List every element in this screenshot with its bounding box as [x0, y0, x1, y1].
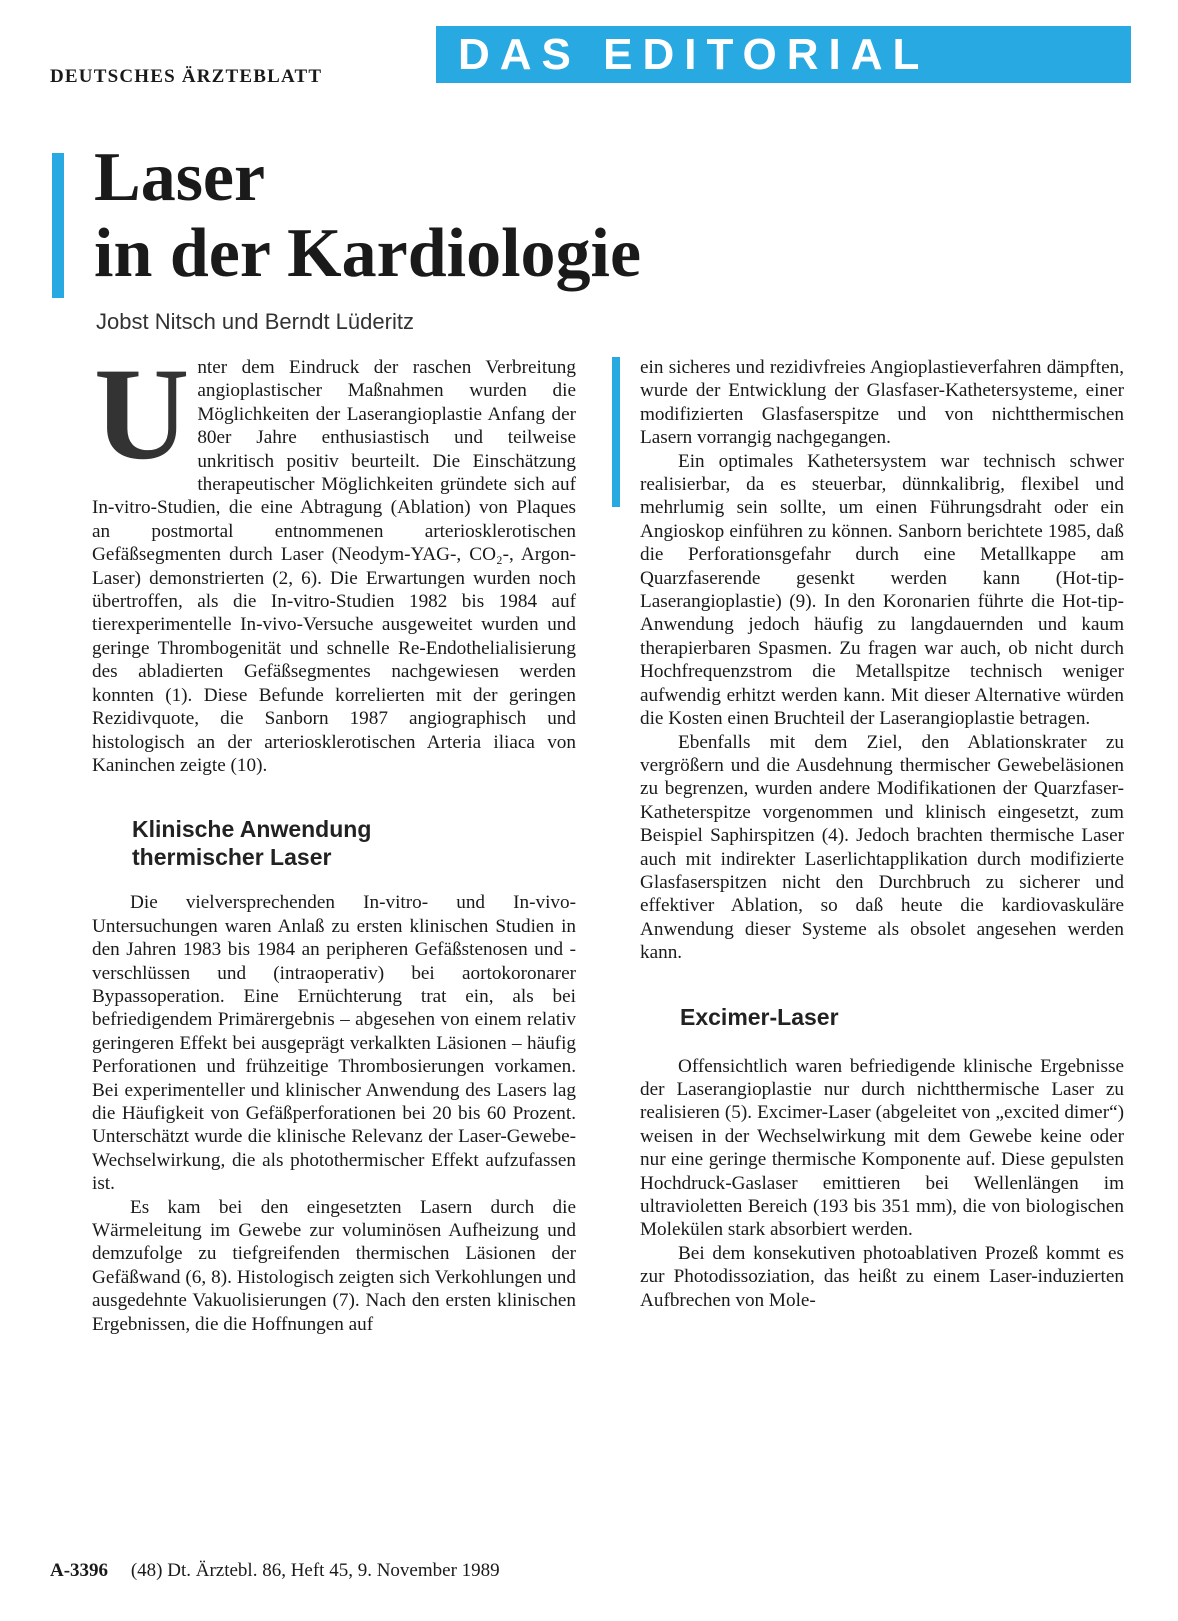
article-title — [94, 140, 641, 292]
column-accent-bar — [612, 357, 620, 507]
paragraph-text: nter dem Eindruck der raschen Verbreitung angioplastischer Maßnahmen wurden die Möglichkeiten der Laserangioplastie Anfang der 80er Jahre enthusiastisch und teilweise unkritisch positiv beurteilt. Die Einschätzung therapeutischer Möglichkeiten gründete sich auf In-vitro-Studien, die eine Abtragung (Ablation) von Plaques an postmortal entnommenen arteriosklerotischen Gefäßsegmenten durch Laser (Neodym-YAG-, CO₂-, Argon-Laser) demonstrierten (2, 6). Die Erwartungen wurden noch übertroffen, als die In-vitro-Studien 1982 bis 1984 auf tierexperimentelle In-vivo-Versuche ausgeweitet wurden und geringe Thrombogenität und schnelle Re-Endothelialisierung des abladierten Gefäßsegmentes nachgewiesen werden konnten (1). Diese Befunde korrelierten mit der geringen Rezidivquote, die Sanborn 1987 angiographisch und histologisch an der arteriosklerotischen Arteria iliaca von Kaninchen zeigte (10). — [92, 357, 576, 776]
section-heading-line-2: thermischer Laser — [132, 844, 332, 871]
drop-cap: U — [94, 340, 190, 487]
section-heading — [92, 815, 576, 871]
text-column-right — [640, 356, 1124, 1312]
paragraph: Bei dem konsekutiven photoablativen Prozeß kommt es zur Photodissoziation, das heißt zu einem Laser-induzierten Aufbrechen von Mole- — [640, 1242, 1124, 1311]
title-line-1: Laser — [94, 139, 266, 216]
page-number: A-3396 — [50, 1560, 109, 1581]
paragraph: Ein optimales Kathetersystem war technisch schwer realisierbar, da es steuerbar, dünnkalibrig, flexibel und mehrlumig sein sollte, um einen Führungsdraht oder ein Angioskop einführen zu können. Sanborn berichtete 1985, daß die Perforationsgefahr durch eine Metallkappe am Quarzfaserende gesenkt werden kann (Hot-tip-Laserangioplastie) (9). In den Koronarien führte die Hot-tip-Anwendung jedoch häufig zu langdauernden und kaum therapierbaren Spasmen. Zu fragen war auch, ob nicht durch Hochfrequenzstrom die Metallspitze technisch weniger aufwendig erhitzt werden kann. Mit dieser Alternative würden die Kosten einen Bruchteil der Laserangioplastie betragen. — [640, 450, 1124, 730]
paragraph: ein sicheres und rezidivfreies Angioplastieverfahren dämpften, wurde der Entwicklung der Glasfaser-Kathetersysteme, einer modifizierten Glasfaserspitze und von nichtthermischen Lasern vorrangig nachgegangen. — [640, 357, 1124, 449]
citation: (48) Dt. Ärztebl. 86, Heft 45, 9. November 1989 — [130, 1560, 500, 1581]
section-heading: Excimer-Laser — [680, 1003, 839, 1030]
paragraph: Ebenfalls mit dem Ziel, den Ablationskrater zu vergrößern und die Ausdehnung thermischer Gewebeläsionen zu begrenzen, wurden andere Modifikationen der Quarzfaser-Katheterspitze vorgenommen und klinisch eingesetzt, zum Beispiel Saphirspitzen (4). Jedoch brachten thermische Laser auch mit indirekter Laserlichtapplikation durch modifizierte Glasfaserspitzen nicht den Durchbruch zu sicherer und effektiver Ablation, so daß heute die kardiovaskuläre Anwendung dieser Systeme als obsolet angesehen werden kann. — [640, 731, 1124, 964]
title-line-2: in der Kardiologie — [94, 215, 642, 292]
title-accent-bar — [52, 153, 64, 298]
paragraph: Offensichtlich waren befriedigende klinische Ergebnisse der Laserangioplastie nur durch nichtthermische Laser zu realisieren (5). Excimer-Laser (abgeleitet von „excited dimer“) weisen in der Wechselwirkung mit dem Gewebe keine oder nur eine geringe thermische Komponente auf. Diese gepulsten Hochdruck-Gaslaser emittieren bei Wellenlängen im ultravioletten Bereich (193 bis 351 mm), die von biologischen Molekülen stark absorbiert werden. — [640, 1055, 1124, 1241]
page-footer — [50, 1560, 500, 1582]
section-banner: DAS EDITORIAL — [436, 26, 1131, 83]
section-heading-line-1: Klinische Anwendung — [132, 816, 372, 843]
article-authors: Jobst Nitsch und Berndt Lüderitz — [96, 309, 414, 334]
paragraph — [92, 340, 576, 777]
paragraph: Die vielversprechenden In-vitro- und In-vivo-Untersuchungen waren Anlaß zu ersten klinischen Studien in den Jahren 1983 bis 1984 an peripheren Gefäßstenosen und -verschlüssen und (intraoperativ) bei aortokoronarer Bypassoperation. Eine Ernüchterung trat ein, als bei befriedigendem Primärergebnis – abgesehen von einem relativ geringeren Effekt bei ausgeprägt verkalkten Läsionen – häufig Perforationen und frühzeitige Thrombosierungen vorkamen. Bei experimenteller und klinischer Anwendung des Lasers lag die Häufigkeit von Gefäßperforationen bei 20 bis 60 Prozent. Unterschätzt wurde die klinische Relevanz der Laser-Gewebe-Wechselwirkung, die als photothermischer Effekt aufzufassen ist. — [92, 892, 576, 1195]
journal-name: DEUTSCHES ÄRZTEBLATT — [50, 66, 323, 87]
text-column-left — [92, 340, 576, 1336]
paragraph: Es kam bei den eingesetzten Lasern durch die Wärmeleitung im Gewebe zur voluminösen Aufheizung und demzufolge zu tiefgreifenden thermischen Läsionen der Gefäßwand (6, 8). Histologisch zeigten sich Verkohlungen und ausgedehnte Vakuolisierungen (7). Nach den ersten klinischen Ergebnissen, die die Hoffnungen auf — [92, 1196, 576, 1335]
